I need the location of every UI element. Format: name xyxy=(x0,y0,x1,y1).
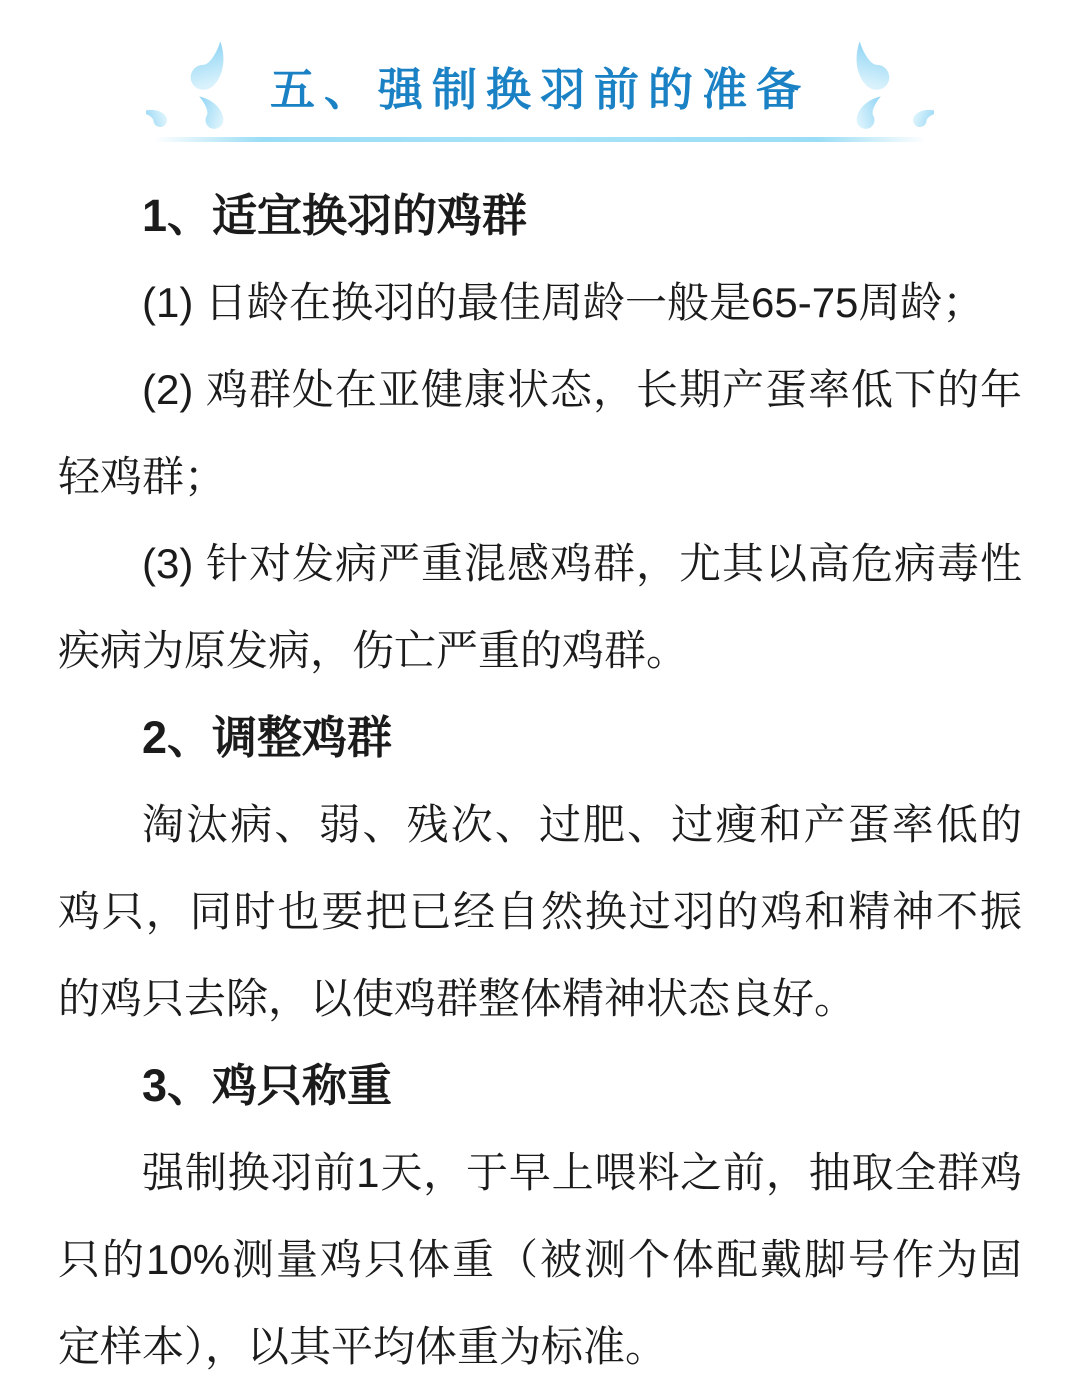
article-paragraph: (1) 日龄在换羽的最佳周龄一般是65-75周龄； xyxy=(142,279,985,326)
article-heading: 1、适宜换羽的鸡群 xyxy=(142,190,528,241)
article-paragraph: 淘汰病、弱、残次、过肥、过瘦和产蛋率低的鸡只，同时也要把已经自然换过羽的鸡和精神不振的鸡只去除，以使鸡群整体精神状态良好。 xyxy=(58,801,1022,1022)
article-heading: 3、鸡只称重 xyxy=(142,1060,393,1111)
section-header xyxy=(0,0,1080,172)
water-splash-right-icon xyxy=(816,40,934,140)
title-row xyxy=(0,40,1080,140)
article-body xyxy=(0,172,1080,1390)
water-splash-left-icon xyxy=(146,40,264,140)
title-underline-divider xyxy=(154,137,926,142)
page-title: 五、强制换羽前的准备 xyxy=(269,64,810,115)
article-paragraph: (2) 鸡群处在亚健康状态，长期产蛋率低下的年轻鸡群； xyxy=(58,366,1022,500)
article-paragraph: (3) 针对发病严重混感鸡群，尤其以高危病毒性疾病为原发病，伤亡严重的鸡群。 xyxy=(58,540,1022,674)
article-paragraph: 强制换羽前1天，于早上喂料之前，抽取全群鸡只的10%测量鸡只体重（被测个体配戴脚号作为固定样本），以其平均体重为标准。 xyxy=(58,1149,1022,1370)
article-heading: 2、调整鸡群 xyxy=(142,712,393,763)
